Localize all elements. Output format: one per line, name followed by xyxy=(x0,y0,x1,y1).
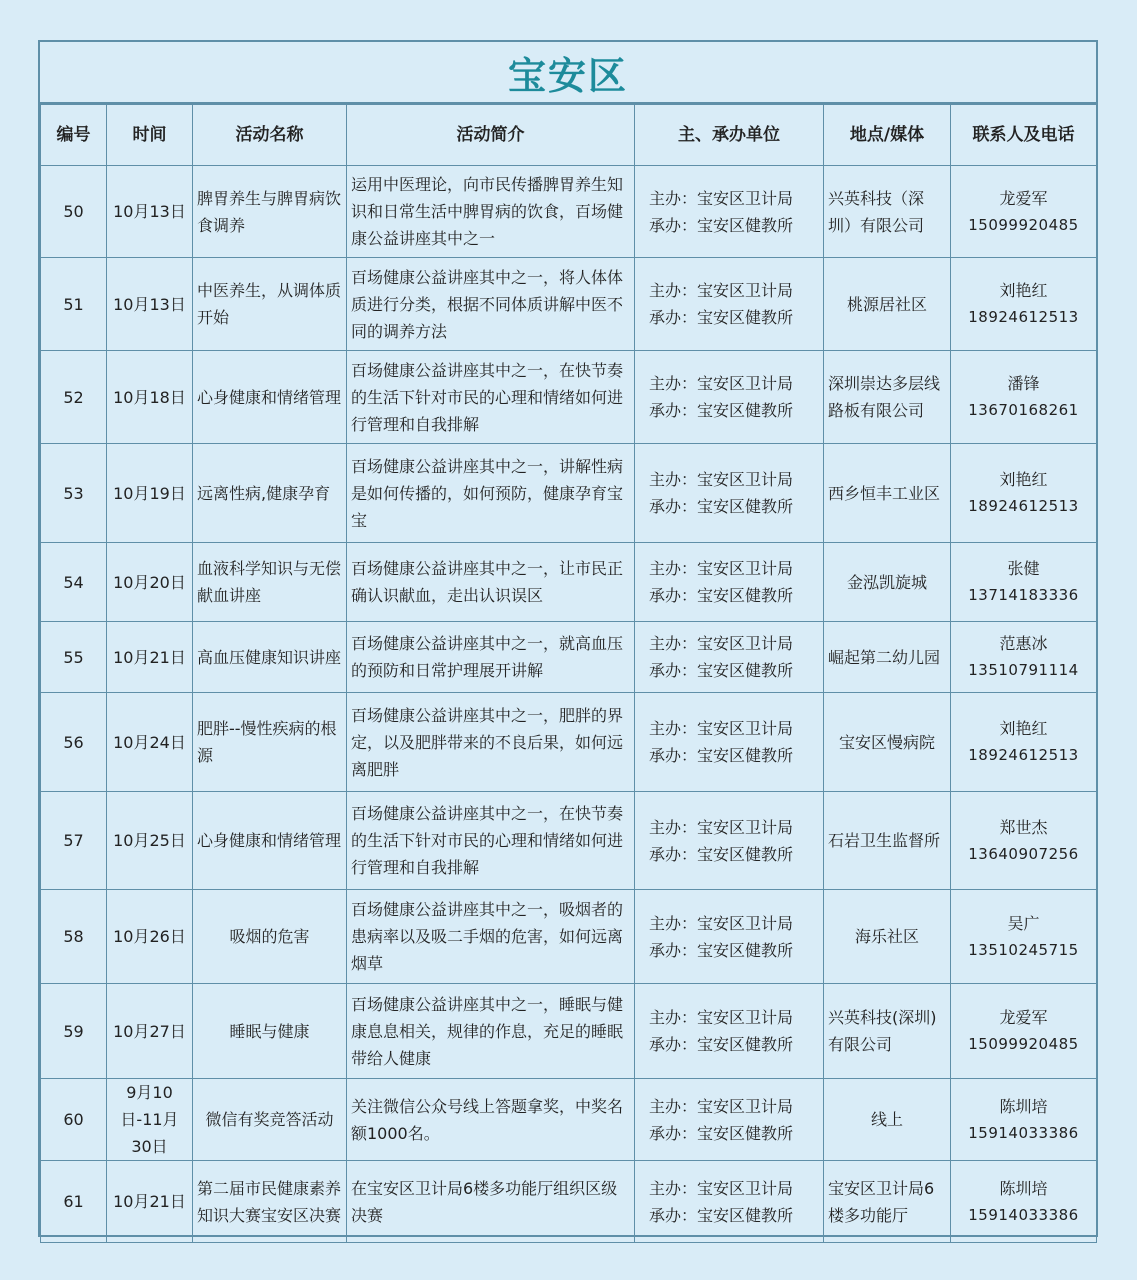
row-activity-name: 第二届市民健康素养知识大赛宝安区决赛 xyxy=(193,1161,347,1243)
row-organizers xyxy=(635,444,824,543)
row-number: 51 xyxy=(41,258,107,351)
row-host: 主办：宝安区卫计局 xyxy=(649,719,794,738)
header-contact: 联系人及电话 xyxy=(951,105,1097,166)
row-organizer: 承办：宝安区健教所 xyxy=(649,1035,794,1054)
row-organizers xyxy=(635,1079,824,1161)
table-row xyxy=(41,351,1097,444)
row-activity-name: 脾胃养生与脾胃病饮食调养 xyxy=(193,166,347,258)
row-activity-intro: 百场健康公益讲座其中之一，肥胖的界定，以及肥胖带来的不良后果，如何远离肥胖 xyxy=(347,693,635,792)
row-activity-name: 远离性病,健康孕育 xyxy=(193,444,347,543)
table-row xyxy=(41,543,1097,622)
row-organizers xyxy=(635,792,824,890)
row-activity-name: 心身健康和情绪管理 xyxy=(193,792,347,890)
contact-name: 吴广 xyxy=(1007,913,1040,933)
row-organizers xyxy=(635,1161,824,1243)
row-activity-intro: 百场健康公益讲座其中之一，睡眠与健康息息相关，规律的作息，充足的睡眠带给人健康 xyxy=(347,984,635,1079)
table-row xyxy=(41,1161,1097,1243)
contact-phone: 18924612513 xyxy=(968,746,1079,764)
row-contact xyxy=(951,1079,1097,1161)
row-date: 10月20日 xyxy=(107,543,193,622)
row-date: 10月13日 xyxy=(107,166,193,258)
row-number: 60 xyxy=(41,1079,107,1161)
row-activity-intro: 百场健康公益讲座其中之一，讲解性病是如何传播的，如何预防，健康孕育宝宝 xyxy=(347,444,635,543)
row-date: 10月21日 xyxy=(107,1161,193,1243)
table-row xyxy=(41,984,1097,1079)
row-activity-name: 吸烟的危害 xyxy=(193,890,347,984)
row-contact xyxy=(951,166,1097,258)
row-organizer: 承办：宝安区健教所 xyxy=(649,746,794,765)
row-location: 兴英科技（深圳）有限公司 xyxy=(824,166,951,258)
row-date: 10月13日 xyxy=(107,258,193,351)
header-location: 地点/媒体 xyxy=(824,105,951,166)
row-date: 10月18日 xyxy=(107,351,193,444)
header-organizers: 主、承办单位 xyxy=(635,105,824,166)
row-contact xyxy=(951,444,1097,543)
row-host: 主办：宝安区卫计局 xyxy=(649,1096,794,1116)
row-activity-name: 心身健康和情绪管理 xyxy=(193,351,347,444)
row-activity-intro: 百场健康公益讲座其中之一，吸烟者的患病率以及吸二手烟的危害，如何远离烟草 xyxy=(347,890,635,984)
row-location: 兴英科技(深圳)有限公司 xyxy=(824,984,951,1079)
row-number: 58 xyxy=(41,890,107,984)
row-activity-intro: 关注微信公众号线上答题拿奖，中奖名额1000名。 xyxy=(347,1079,635,1161)
row-organizer: 承办：宝安区健教所 xyxy=(649,940,794,960)
row-organizer: 承办：宝安区健教所 xyxy=(649,215,794,235)
contact-phone: 13714183336 xyxy=(968,586,1079,604)
header-number: 编号 xyxy=(41,105,107,166)
contact-phone: 15914033386 xyxy=(968,1123,1079,1142)
row-number: 57 xyxy=(41,792,107,890)
row-organizer: 承办：宝安区健教所 xyxy=(649,586,794,605)
row-date: 10月27日 xyxy=(107,984,193,1079)
row-organizers xyxy=(635,351,824,444)
row-host: 主办：宝安区卫计局 xyxy=(649,188,794,208)
row-activity-name: 中医养生，从调体质开始 xyxy=(193,258,347,351)
row-location: 海乐社区 xyxy=(824,890,951,984)
table-row xyxy=(41,693,1097,792)
row-contact xyxy=(951,693,1097,792)
contact-phone: 13670168261 xyxy=(968,401,1079,419)
contact-phone: 15099920485 xyxy=(968,1035,1079,1053)
row-location: 崛起第二幼儿园 xyxy=(824,622,951,693)
row-activity-name: 睡眠与健康 xyxy=(193,984,347,1079)
row-number: 56 xyxy=(41,693,107,792)
row-number: 61 xyxy=(41,1161,107,1243)
row-activity-name: 血液科学知识与无偿献血讲座 xyxy=(193,543,347,622)
row-number: 54 xyxy=(41,543,107,622)
row-organizers xyxy=(635,258,824,351)
row-location: 西乡恒丰工业区 xyxy=(824,444,951,543)
contact-name: 潘锋 xyxy=(1007,374,1040,393)
row-activity-name: 肥胖--慢性疾病的根源 xyxy=(193,693,347,792)
header-activity-intro: 活动简介 xyxy=(347,105,635,166)
row-host: 主办：宝安区卫计局 xyxy=(649,1178,794,1198)
row-activity-intro: 百场健康公益讲座其中之一，让市民正确认识献血，走出认识误区 xyxy=(347,543,635,622)
table-row xyxy=(41,166,1097,258)
row-host: 主办：宝安区卫计局 xyxy=(649,470,794,489)
row-contact xyxy=(951,351,1097,444)
row-organizers xyxy=(635,984,824,1079)
row-organizers xyxy=(635,890,824,984)
row-location: 深圳崇达多层线路板有限公司 xyxy=(824,351,951,444)
row-activity-name: 高血压健康知识讲座 xyxy=(193,622,347,693)
row-host: 主办：宝安区卫计局 xyxy=(649,281,794,300)
row-date: 9月10日-11月30日 xyxy=(107,1079,193,1161)
contact-phone: 18924612513 xyxy=(968,497,1079,515)
table-row xyxy=(41,258,1097,351)
row-contact xyxy=(951,890,1097,984)
row-location: 宝安区慢病院 xyxy=(824,693,951,792)
row-organizers xyxy=(635,543,824,622)
contact-name: 陈圳培 xyxy=(999,1178,1048,1198)
title-bar xyxy=(40,42,1096,104)
contact-name: 刘艳红 xyxy=(999,281,1048,300)
contact-name: 张健 xyxy=(1007,559,1040,578)
contact-name: 刘艳红 xyxy=(999,719,1048,738)
contact-name: 龙爱军 xyxy=(999,188,1048,208)
contact-phone: 18924612513 xyxy=(968,308,1079,326)
contact-phone: 13640907256 xyxy=(968,844,1079,863)
row-host: 主办：宝安区卫计局 xyxy=(649,817,794,837)
row-date: 10月25日 xyxy=(107,792,193,890)
contact-phone: 13510245715 xyxy=(968,940,1079,959)
row-organizers xyxy=(635,622,824,693)
row-location: 线上 xyxy=(824,1079,951,1161)
row-organizer: 承办：宝安区健教所 xyxy=(649,1123,794,1143)
row-number: 50 xyxy=(41,166,107,258)
row-date: 10月24日 xyxy=(107,693,193,792)
row-activity-intro: 百场健康公益讲座其中之一，将人体体质进行分类，根据不同体质讲解中医不同的调养方法 xyxy=(347,258,635,351)
header-time: 时间 xyxy=(107,105,193,166)
row-number: 53 xyxy=(41,444,107,543)
table-row xyxy=(41,792,1097,890)
row-organizers xyxy=(635,166,824,258)
header-activity-name: 活动名称 xyxy=(193,105,347,166)
contact-phone: 13510791114 xyxy=(968,661,1079,679)
row-location: 石岩卫生监督所 xyxy=(824,792,951,890)
row-location: 宝安区卫计局6楼多功能厅 xyxy=(824,1161,951,1243)
row-number: 52 xyxy=(41,351,107,444)
row-contact xyxy=(951,984,1097,1079)
row-number: 59 xyxy=(41,984,107,1079)
schedule-table xyxy=(40,104,1097,1243)
row-location: 桃源居社区 xyxy=(824,258,951,351)
row-activity-intro: 百场健康公益讲座其中之一，在快节奏的生活下针对市民的心理和情绪如何进行管理和自我排解 xyxy=(347,792,635,890)
row-contact xyxy=(951,622,1097,693)
row-contact xyxy=(951,258,1097,351)
contact-phone: 15099920485 xyxy=(968,215,1079,234)
table-row xyxy=(41,890,1097,984)
row-activity-name: 微信有奖竞答活动 xyxy=(193,1079,347,1161)
row-organizer: 承办：宝安区健教所 xyxy=(649,844,794,864)
row-organizer: 承办：宝安区健教所 xyxy=(649,308,794,327)
row-date: 10月19日 xyxy=(107,444,193,543)
row-organizers xyxy=(635,693,824,792)
row-contact xyxy=(951,1161,1097,1243)
row-host: 主办：宝安区卫计局 xyxy=(649,559,794,578)
row-organizer: 承办：宝安区健教所 xyxy=(649,1205,794,1225)
table-body xyxy=(41,166,1097,1243)
header-row xyxy=(41,105,1097,166)
table-row xyxy=(41,1079,1097,1161)
contact-name: 刘艳红 xyxy=(999,470,1048,489)
contact-phone: 15914033386 xyxy=(968,1205,1079,1224)
contact-name: 龙爱军 xyxy=(999,1008,1048,1027)
row-activity-intro: 百场健康公益讲座其中之一，就高血压的预防和日常护理展开讲解 xyxy=(347,622,635,693)
row-location: 金泓凯旋城 xyxy=(824,543,951,622)
row-contact xyxy=(951,543,1097,622)
table-row xyxy=(41,444,1097,543)
contact-name: 陈圳培 xyxy=(999,1096,1048,1116)
row-activity-intro: 百场健康公益讲座其中之一，在快节奏的生活下针对市民的心理和情绪如何进行管理和自我排解 xyxy=(347,351,635,444)
contact-name: 郑世杰 xyxy=(999,817,1048,837)
row-organizer: 承办：宝安区健教所 xyxy=(649,661,794,680)
schedule-table-frame xyxy=(38,40,1098,1237)
row-number: 55 xyxy=(41,622,107,693)
contact-name: 范惠冰 xyxy=(999,634,1048,653)
table-row xyxy=(41,622,1097,693)
district-title: 宝安区 xyxy=(507,53,628,98)
row-activity-intro: 在宝安区卫计局6楼多功能厅组织区级决赛 xyxy=(347,1161,635,1243)
row-host: 主办：宝安区卫计局 xyxy=(649,374,794,393)
row-host: 主办：宝安区卫计局 xyxy=(649,634,794,653)
row-date: 10月26日 xyxy=(107,890,193,984)
row-host: 主办：宝安区卫计局 xyxy=(649,913,794,933)
row-contact xyxy=(951,792,1097,890)
row-organizer: 承办：宝安区健教所 xyxy=(649,401,794,420)
row-activity-intro: 运用中医理论，向市民传播脾胃养生知识和日常生活中脾胃病的饮食，百场健康公益讲座其中之一 xyxy=(347,166,635,258)
row-host: 主办：宝安区卫计局 xyxy=(649,1008,794,1027)
row-date: 10月21日 xyxy=(107,622,193,693)
row-organizer: 承办：宝安区健教所 xyxy=(649,497,794,516)
